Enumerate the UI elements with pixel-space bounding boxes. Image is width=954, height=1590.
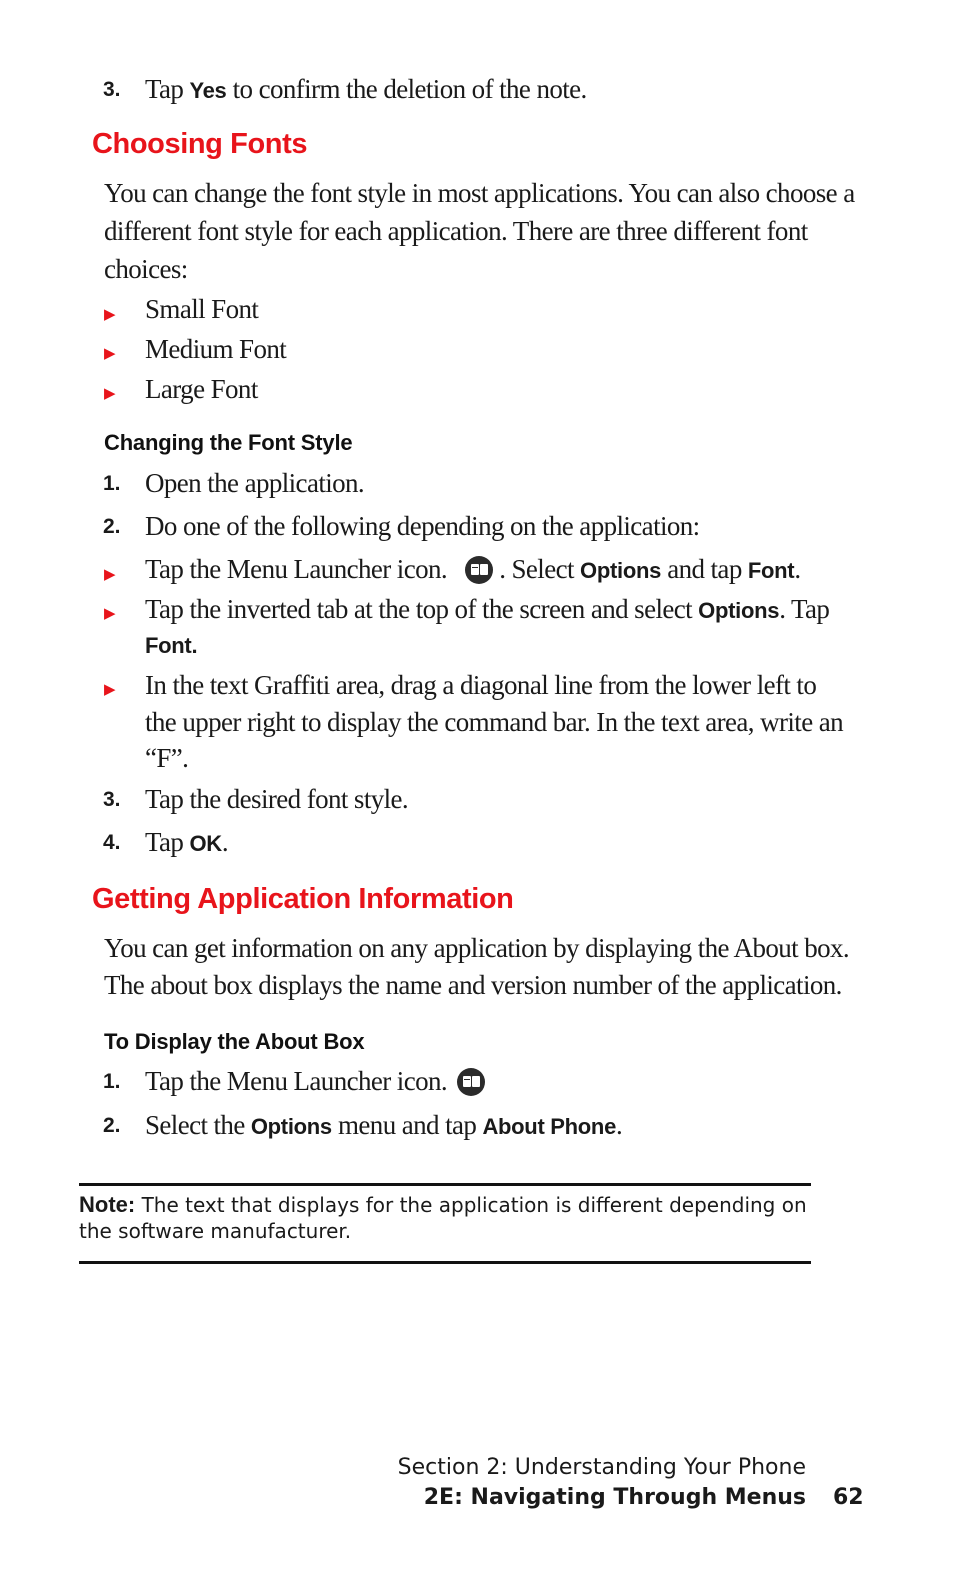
- footer-section: Section 2: Understanding Your Phone: [397, 1455, 806, 1480]
- option-graffiti-line: the upper right to display the command bar. In the text area, write an: [145, 707, 844, 737]
- triangle-bullet-icon: ▶: [104, 682, 116, 698]
- step-text: Tap OK.: [145, 827, 229, 857]
- step-text: Tap the Menu Launcher icon.: [145, 1062, 491, 1100]
- triangle-bullet-icon: ▶: [104, 606, 116, 622]
- option-inverted-tab: Tap the inverted tab at the top of the screen and select Options. Tap: [145, 594, 830, 624]
- list-item: Large Font: [145, 374, 258, 404]
- step-number: 1.: [103, 472, 121, 495]
- intro-line: different font style for each application. There are three different font: [104, 216, 808, 246]
- section-title-choosing-fonts: Choosing Fonts: [92, 128, 308, 160]
- list-item: Small Font: [145, 294, 259, 324]
- step-text: Tap Yes to confirm the deletion of the note.: [145, 74, 587, 104]
- step-number: 2.: [103, 515, 121, 538]
- triangle-bullet-icon: ▶: [104, 386, 116, 402]
- step-text: Tap the desired font style.: [145, 784, 409, 814]
- step-text: Select the Options menu and tap About Phone.: [145, 1110, 623, 1140]
- section-title-getting-app-info: Getting Application Information: [92, 883, 514, 915]
- subheading-changing-font-style: Changing the Font Style: [104, 430, 353, 455]
- intro-line: The about box displays the name and version number of the application.: [104, 970, 842, 1000]
- step-number: 2.: [103, 1114, 121, 1137]
- note-label: Note:: [79, 1192, 136, 1217]
- triangle-bullet-icon: ▶: [104, 307, 116, 323]
- option-menu-launcher: Tap the Menu Launcher icon. . Select Options and tap Font.: [145, 554, 801, 584]
- subheading-display-about-box: To Display the About Box: [104, 1029, 365, 1054]
- triangle-bullet-icon: ▶: [104, 567, 116, 583]
- intro-line: You can get information on any application by displaying the About box.: [104, 933, 850, 963]
- option-graffiti-line: “F”.: [145, 743, 189, 773]
- step-number: 3.: [103, 788, 121, 811]
- step-number: 3.: [103, 78, 121, 101]
- note-bottom-rule: [79, 1261, 811, 1264]
- bold-term: Font.: [145, 633, 198, 658]
- menu-launcher-icon: [457, 1068, 485, 1096]
- triangle-bullet-icon: ▶: [104, 346, 116, 362]
- page-number: 62: [833, 1485, 864, 1510]
- step-number: 4.: [103, 831, 121, 854]
- step-text: Do one of the following depending on the application:: [145, 511, 700, 541]
- step-text: Open the application.: [145, 468, 365, 498]
- intro-line: You can change the font style in most applications. You can also choose a: [104, 178, 855, 208]
- step-number: 1.: [103, 1070, 121, 1093]
- option-graffiti-line: In the text Graffiti area, drag a diagonal line from the lower left to: [145, 670, 817, 700]
- note-top-rule: [79, 1183, 811, 1186]
- menu-launcher-icon: [465, 556, 493, 584]
- note-text: Note: The text that displays for the application is different depending on the software manufacturer.: [79, 1192, 807, 1243]
- footer-chapter: 2E: Navigating Through Menus: [423, 1485, 806, 1510]
- list-item: Medium Font: [145, 334, 287, 364]
- intro-line: choices:: [104, 254, 188, 284]
